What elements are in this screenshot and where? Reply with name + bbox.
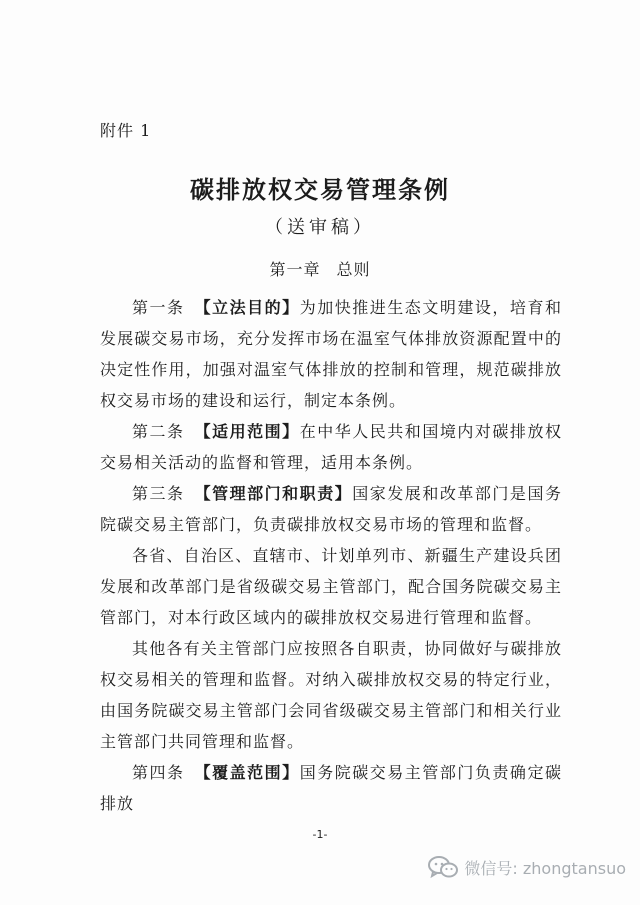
article-text: 国家发展和改革部门是国务院碳交易主管部门，负责碳排放权交易市场的管理和监督。 — [100, 484, 562, 534]
chapter-heading — [0, 257, 640, 280]
chapter-number: 第一章 — [269, 260, 321, 279]
chapter-title: 总则 — [336, 260, 371, 279]
paragraph — [100, 757, 562, 819]
article-number: 第三条 — [132, 484, 185, 503]
wechat-icon — [428, 855, 458, 879]
article-number: 第一条 — [132, 298, 185, 317]
paragraph — [100, 540, 562, 633]
attachment-label: 附件 1 — [100, 121, 152, 140]
document-body — [100, 292, 562, 819]
paragraph — [100, 633, 562, 757]
article-text: 国务院碳交易主管部门负责确定碳排放 — [100, 763, 562, 813]
watermark-text: 微信号: zhongtansuo — [464, 858, 626, 878]
article-text: 各省、自治区、直辖市、计划单列市、新疆生产建设兵团发展和改革部门是省级碳交易主管部门，配合国务院碳交易主管部门，对本行政区域内的碳排放权交易进行管理和监督。 — [100, 546, 562, 627]
document-title: 碳排放权交易管理条例 — [190, 175, 450, 204]
article-heading: 【立法目的】 — [194, 298, 300, 317]
document-subtitle: （送审稿） — [265, 217, 375, 238]
article-heading: 【管理部门和职责】 — [194, 484, 353, 503]
article-heading: 【适用范围】 — [194, 422, 300, 441]
article-heading: 【覆盖范围】 — [194, 763, 300, 782]
article-number: 第四条 — [132, 763, 185, 782]
paragraph — [100, 292, 562, 416]
page-number: -1- — [312, 828, 328, 841]
article-text: 为加快推进生态文明建设，培育和发展碳交易市场，充分发挥市场在温室气体排放资源配置中的决定性作用，加强对温室气体排放的控制和管理，规范碳排放权交易市场的建设和运行，制定本条例。 — [100, 298, 562, 410]
article-text: 在中华人民共和国境内对碳排放权交易相关活动的监督和管理，适用本条例。 — [100, 422, 562, 472]
paragraph — [100, 478, 562, 540]
article-text: 其他各有关主管部门应按照各自职责，协同做好与碳排放权交易相关的管理和监督。对纳入碳排放权交易的特定行业，由国务院碳交易主管部门会同省级碳交易主管部门和相关行业主管部门共同管理和监督。 — [100, 639, 562, 751]
article-number: 第二条 — [132, 422, 185, 441]
wechat-watermark — [428, 855, 626, 879]
paragraph — [100, 416, 562, 478]
